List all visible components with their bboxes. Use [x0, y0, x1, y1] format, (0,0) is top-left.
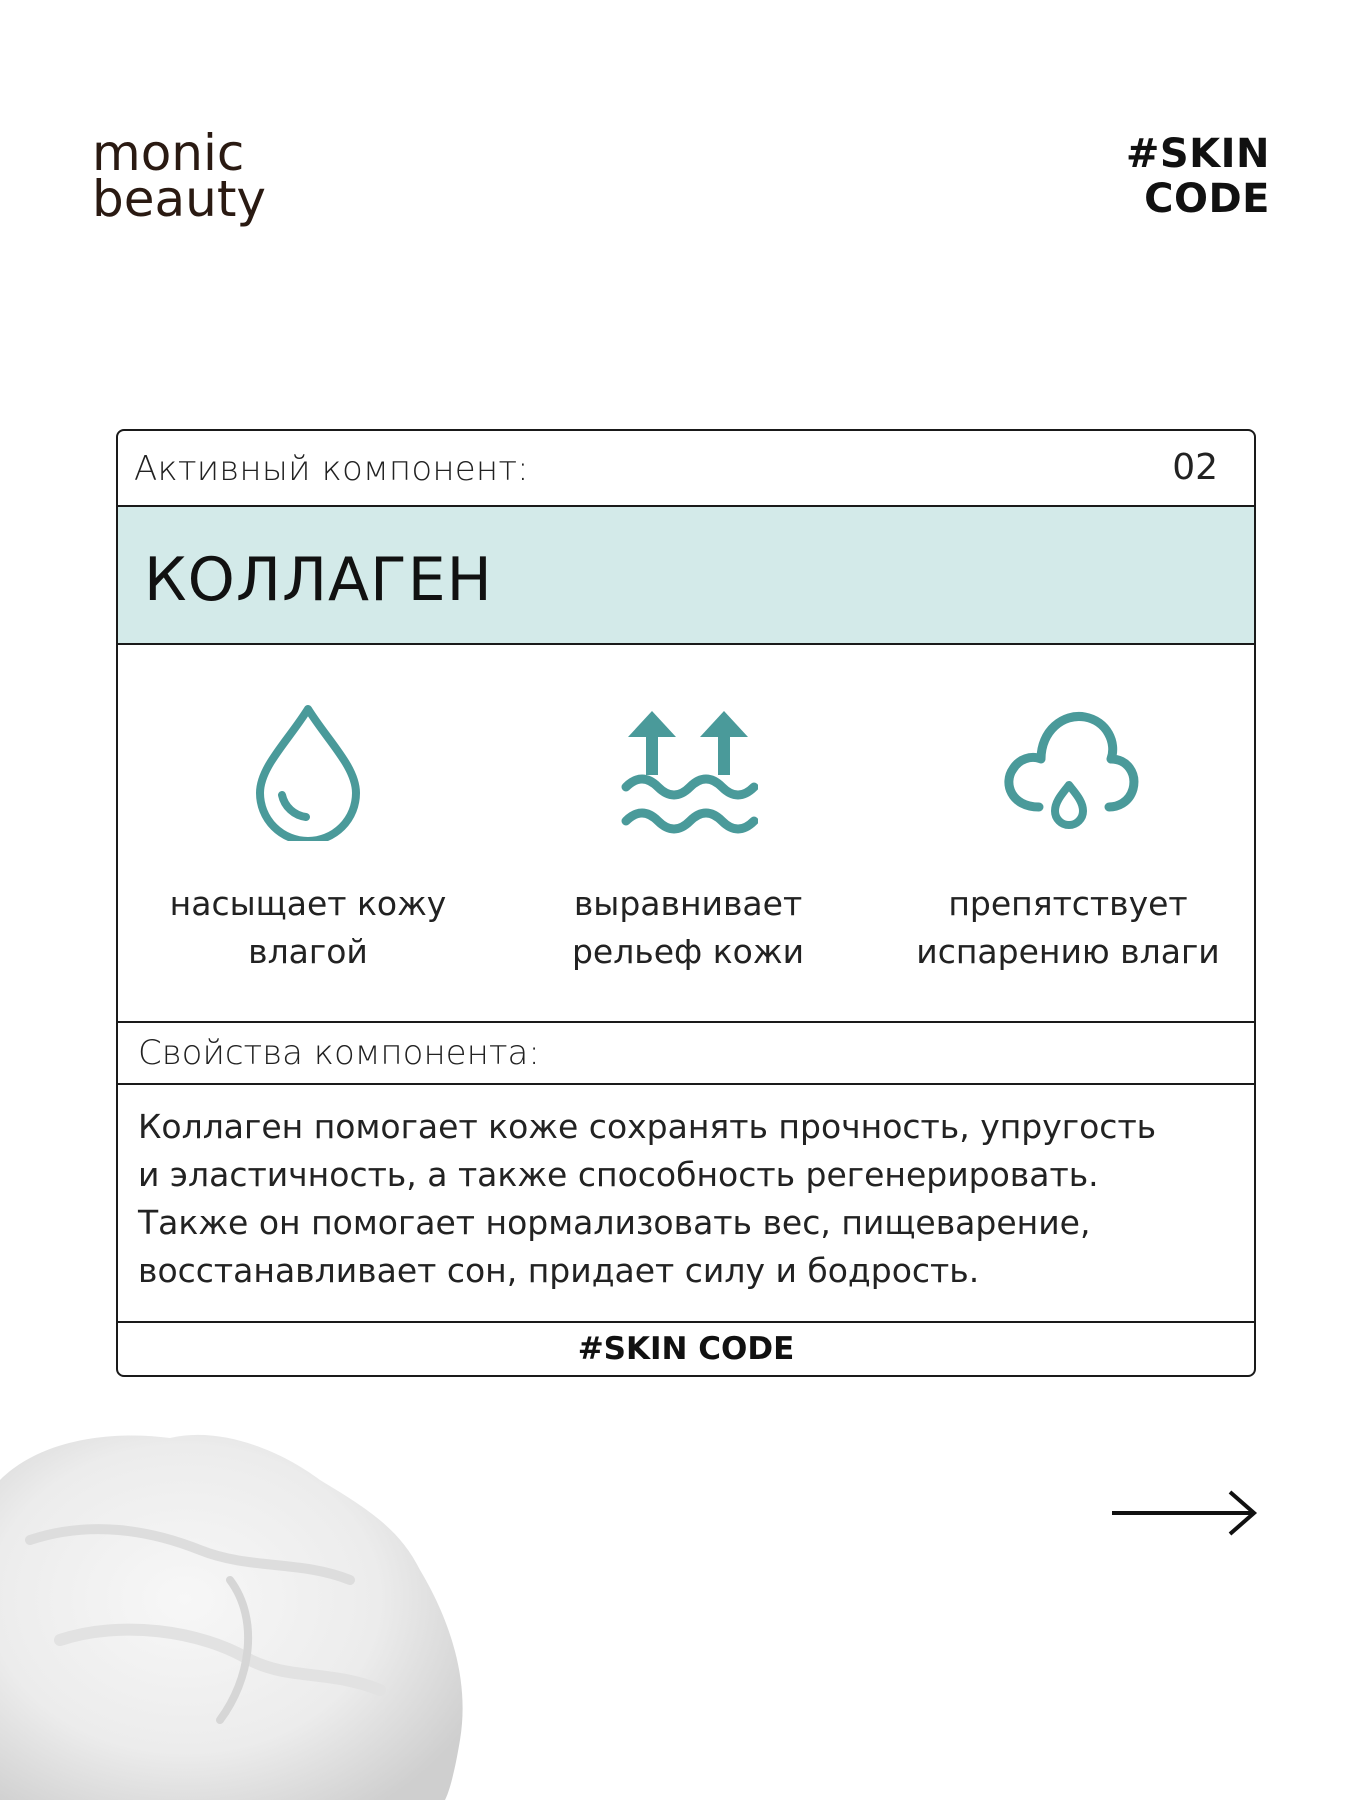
benefit-line-1: препятствует: [948, 884, 1188, 923]
component-number: 02: [1172, 447, 1218, 488]
header-hashtag: [1126, 132, 1270, 222]
brand-logo: [92, 128, 292, 228]
active-component-label: Активный компонент:: [134, 449, 529, 489]
logo-line-1: monic: [92, 128, 245, 182]
card-title-band: [118, 507, 1254, 645]
cream-swatch-image: [0, 1420, 480, 1800]
benefit-line-1: насыщает кожу: [169, 884, 447, 923]
card-footer: [118, 1323, 1254, 1377]
benefit-line-2: испарению влаги: [916, 932, 1220, 971]
component-description: [138, 1103, 1198, 1295]
water-drop-icon: [248, 701, 368, 841]
hashtag-line-1: #SKIN: [1125, 131, 1270, 177]
footer-hashtag: #SKIN CODE: [577, 1331, 795, 1367]
next-arrow-icon[interactable]: [1110, 1488, 1260, 1538]
properties-label: Свойства компонента:: [138, 1033, 540, 1073]
hashtag-line-2: CODE: [1144, 176, 1270, 222]
waves-arrows-up-icon: [618, 701, 758, 841]
description-line: Коллаген помогает коже сохранять прочность, упругость: [138, 1107, 1157, 1146]
cloud-drop-icon: [993, 701, 1143, 841]
component-title: КОЛЛАГЕН: [144, 545, 493, 615]
benefit-line-2: рельеф кожи: [571, 932, 805, 971]
description-row: [118, 1085, 1254, 1323]
benefit-retain: [878, 645, 1256, 1021]
benefit-text: [878, 880, 1256, 976]
description-line: восстанавливает сон, придает силу и бодрость.: [138, 1251, 980, 1290]
benefit-moisturize: [118, 645, 498, 1021]
benefit-line-1: выравнивает: [573, 884, 803, 923]
benefit-line-2: влагой: [248, 932, 368, 971]
description-line: Также он помогает нормализовать вес, пищеварение,: [138, 1203, 1091, 1242]
logo-line-2: beauty: [92, 170, 267, 228]
benefit-text: [498, 880, 878, 976]
benefits-row: [118, 645, 1254, 1023]
benefit-smooth: [498, 645, 878, 1021]
card-header: [118, 431, 1254, 507]
properties-label-row: [118, 1023, 1254, 1085]
description-line: и эластичность, а также способность регенерировать.: [138, 1155, 1099, 1194]
component-card: [116, 429, 1256, 1377]
benefit-text: [118, 880, 498, 976]
